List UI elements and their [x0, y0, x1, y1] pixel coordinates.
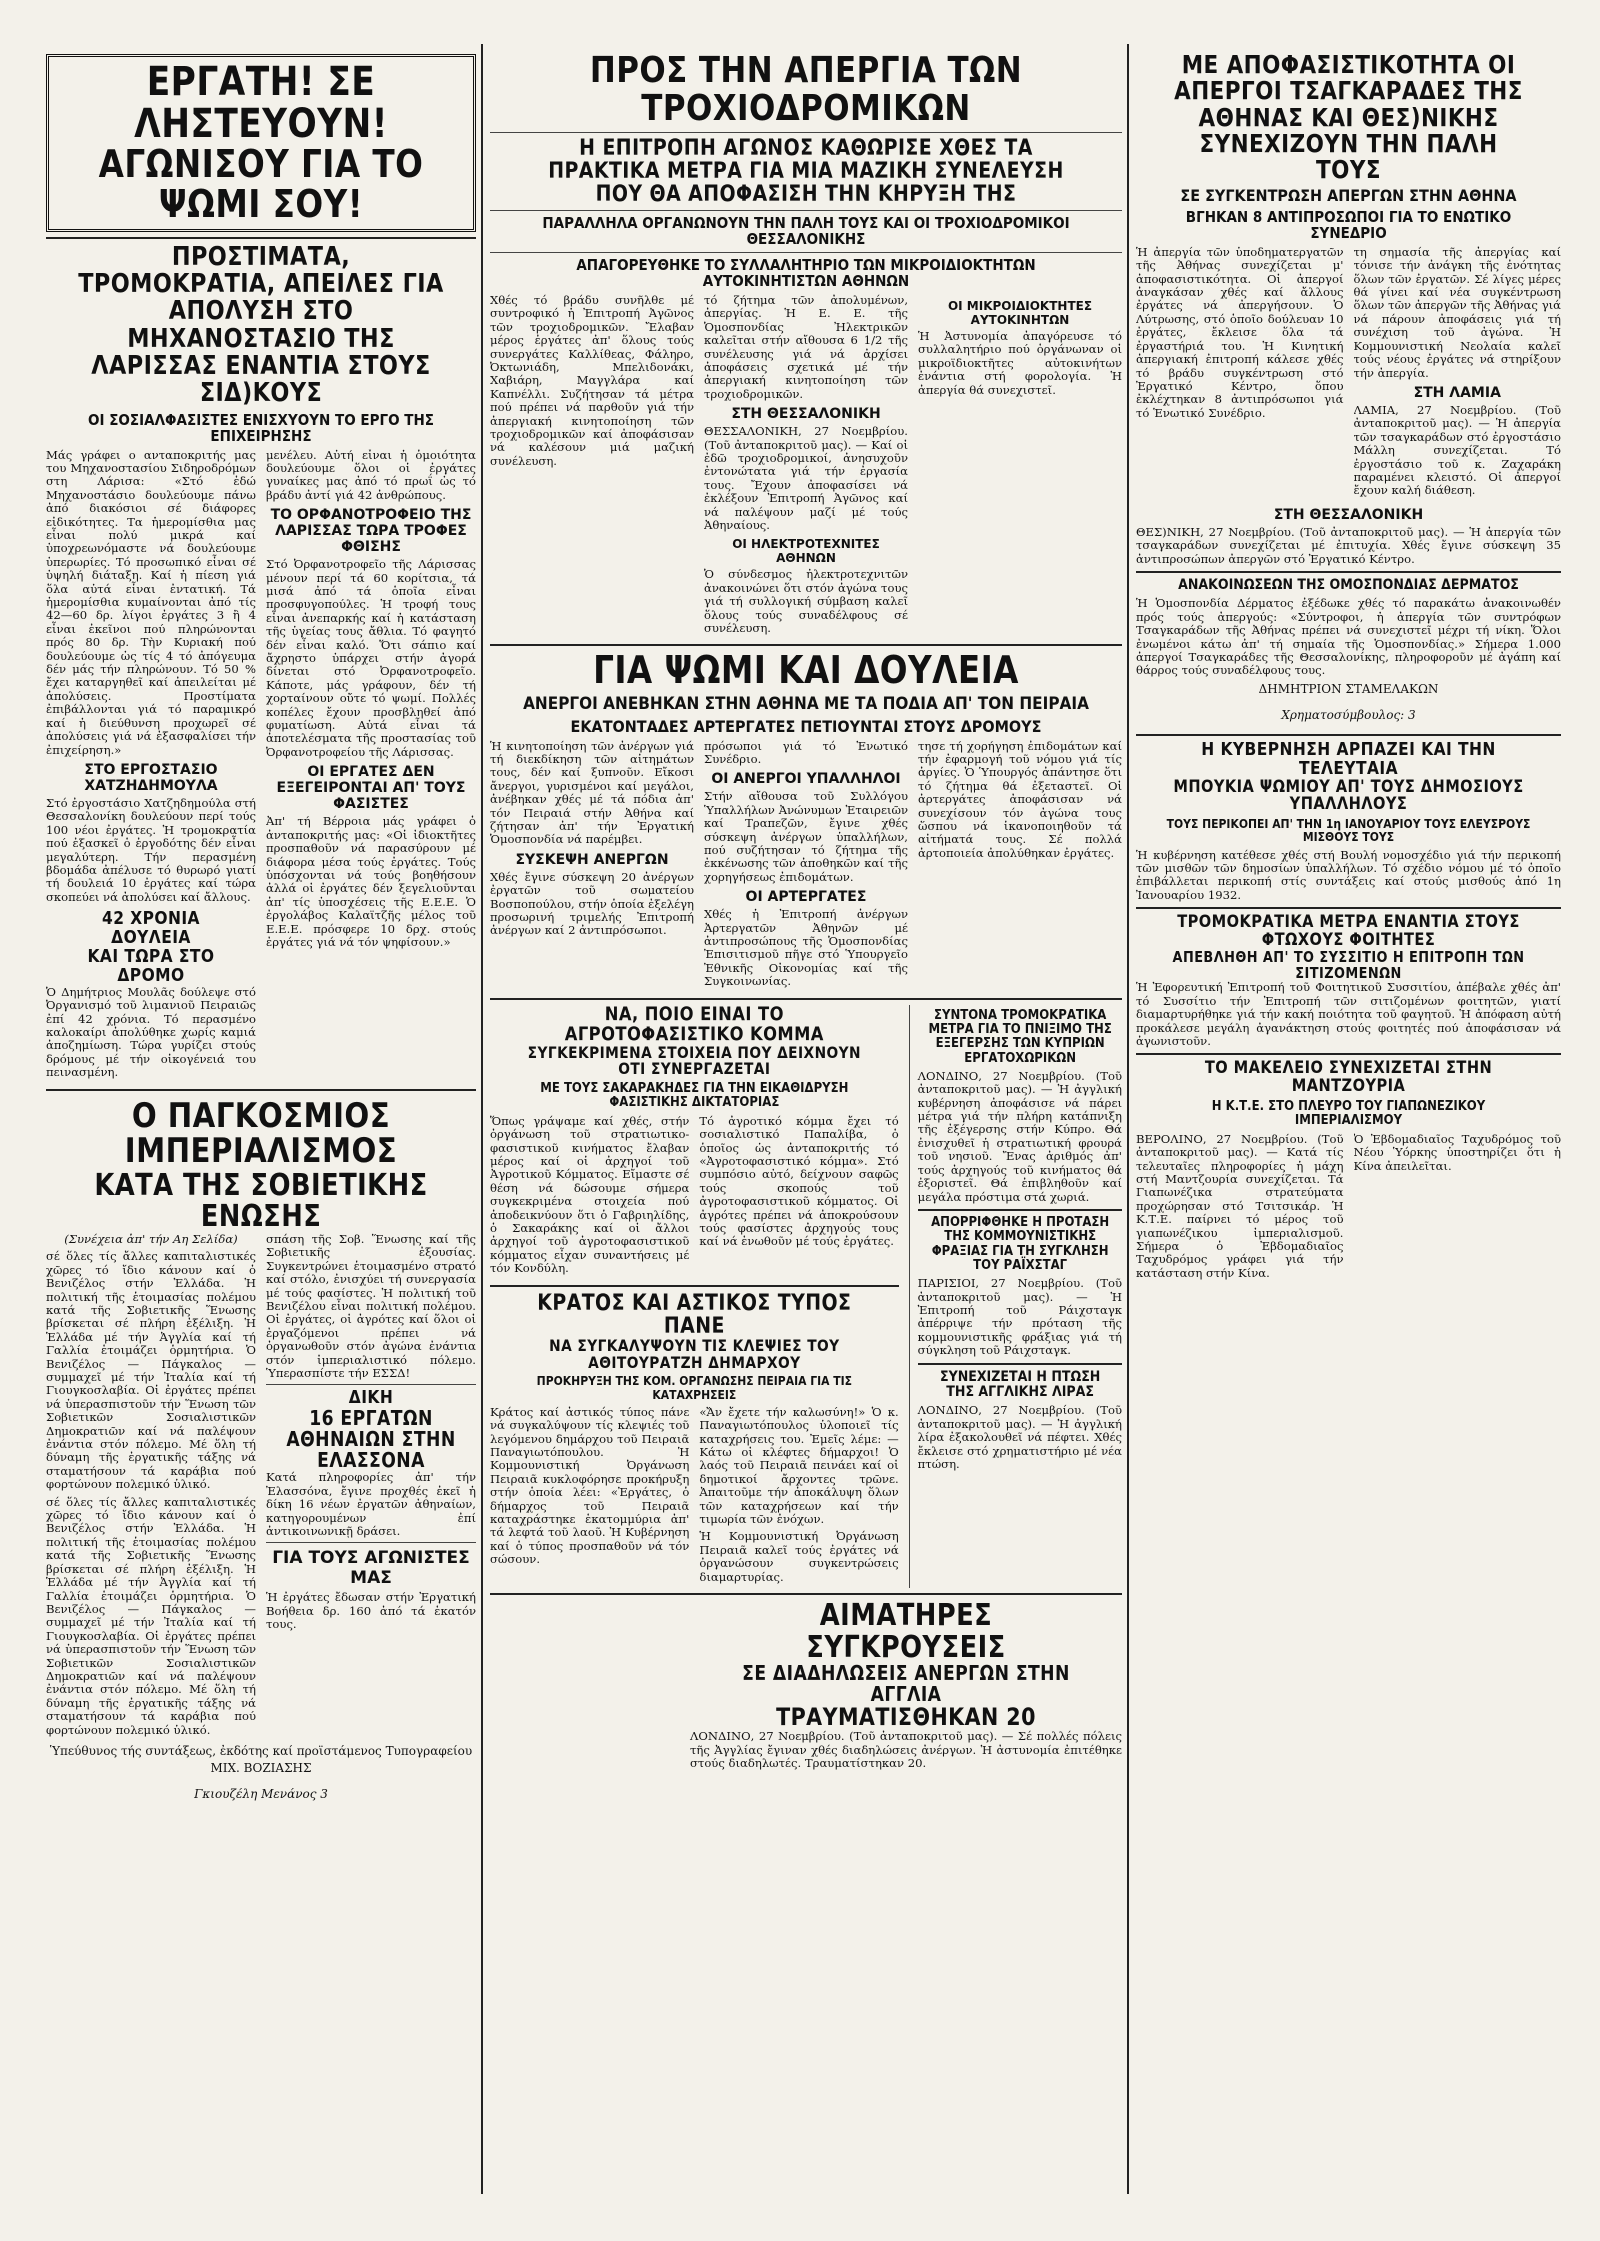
article-text: ΛΟΝΔΙΝΟ, 27 Νοεμβρίου. (Τοῦ ἀνταποκριτοῦ μας). — Ἡ ἀγγλική κυβέρνηση ἀποφάσισε νά πάρει μέτρα γιά τήν πλήρη κατάπνιξη τῆς ἐξέγερσης στήν Κύπρο. Θά ἐνισχυθεῖ ἡ στρατιωτική φρουρά τοῦ νησιοῦ. Ἔνας ἀριθμός ἀπ' τούς ἀρχηγούς τοῦ κινήματος θά ἐξοριστεῖ. Θά ἐπιβληθοῦν καί μεγάλα πρόστιμα στά χωριά. — [917, 1068, 1122, 1204]
article-headline: ΣΕ ΔΙΑΔΗΛΩΣΕΙΣ ΑΝΕΡΓΩΝ ΣΤΗΝ ΑΓΓΛΙΑ — [742, 1661, 1070, 1707]
imprint-line: Ὑπεύθυνος τής συντάξεως, ἐκδότης καί προϊστάμενος Τυπογραφείου — [49, 1743, 473, 1758]
main-subheadline: ΠΑΡΑΛΛΗΛΑ ΟΡΓΑΝΩΝΟΥΝ ΤΗΝ ΠΑΛΗ ΤΟΥΣ ΚΑΙ ΟΙ ΤΡΟΧΙΟΔΡΟΜΙΚΟΙ ΘΕΣΣΑΛΟΝΙΚΗΣ — [542, 213, 1070, 249]
article-body — [490, 1406, 899, 1588]
divider — [266, 1384, 476, 1385]
divider — [490, 644, 1122, 646]
section-heading: ΔΙΚΗ — [348, 1387, 394, 1409]
banner-box — [46, 54, 476, 232]
article-text: Χθές ἔγινε σύσκεψη 20 ἀνέργων ἐργατῶν τοῦ σωματείου Βοσποπούλου, στήν ὁποία ἐξελέγη προσωρινή τριμελής Ἐπιτροπή ἀνέργων καί 2 ἀντιπρόσωποι. — [490, 869, 694, 938]
divider — [918, 1363, 1122, 1365]
article-text: ΛΑΜΙΑ, 27 Νοεμβρίου. (Τοῦ ἀνταποκριτοῦ μας). — Ἡ ἀπεργία τῶν τσαγκαράδων στό ἐργοστάσιο Μάλλη συνεχίζεται. Τό ἐργοστάσιο τοῦ κ. Ζαχαράκη παραμένει κλειστό. Οἱ ἀπεργοί ἔχουν καλή διάθεση. — [1353, 402, 1561, 498]
article-headline: ΤΟ ΜΑΚΕΛΕΙΟ ΣΥΝΕΧΙΖΕΤΑΙ ΣΤΗΝ ΜΑΝΤΖΟΥΡΙΑ — [1204, 1058, 1493, 1097]
article-text: Τό ἀγροτικό κόμμα ἔχει τό σοσιαλιστικό Παπαλίβα, ὁ ὁποῖος ὡς ἀνταποκριτής τό «Ἀγροτοφασιστικό κόμμα». Στό συμπόσιο αὐτό, δείχνουν σαφῶς τούς σκοπούς τοῦ ἀγροτοφασιστικοῦ κόμματος. Οἱ ἀγρότες πρέπει νά ἀποκρούσουν τούς φασίστες ἀρχηγούς τους καί νά ἑνωθοῦν μέ τούς ἐργάτες. — [699, 1114, 899, 1249]
article-body — [490, 294, 1122, 640]
article-text: Ἡ Ὁμοσπονδία Δέρματος ἐξέδωκε χθές τό παρακάτω ἀνακοινωθέν πρός τούς ἀπεργούς: «Σύντροφοι, ἡ ἀπεργία τῶν συντρόφων Τσαγκαράδων τῆς Ἀθήνας πρέπει νά συνεχιστεῖ μέχρι τή νίκη. Ὅλοι ἐνωμένοι κάτω ἀπ' τή σημαία τῆς Ὁμοσπονδίας.» Σήμερα 1.000 ἀπεργοί Τσαγκαράδες τῆς Θεσσαλονίκης, πληροφοροῦν μέ ἀγάπη καί θάρρος τούς συναδέλφους τους. — [1136, 596, 1561, 678]
article-text: Στήν αἴθουσα τοῦ Συλλόγου Ὑπαλλήλων Ἀνώνυμων Ἑταιρειῶν καί Τραπεζῶν, ἔγινε χθές σύσκεψη ἀνέργων ὑπαλλήλων, πού συζήτησαν τό ζήτημα τῆς ἐκκένωσης τῶν ἀποθηκῶν καί τῆς χορηγήσεως ἐπιδομάτων. — [704, 789, 908, 884]
article-text: Ὁ Δημήτριος Μουλᾶς δούλεψε στό Ὀργανισμό τοῦ λιμανιοῦ Πειραιῶς ἐπί 42 χρόνια. Τό περασμένο καλοκαίρι ἀπολύθηκε χωρίς καμιά ἀποζημίωση. Τώρα γυρίζει στούς δρόμους μέ τήν οἰκογένειά του πεινασμένη. — [46, 984, 256, 1080]
article-text: Ἡ κυβέρνηση κατέθεσε χθές στή Βουλή νομοσχέδιο γιά τήν περικοπή τῶν μισθῶν τῶν δημοσίων ὑπαλλήλων. Τό σχέδιο νόμου μέ τό ὁποῖο ἐπιβάλλεται περικοπή στίς συντάξεις καί στούς μισθούς ἀπό 1η Ἰανουαρίου 1932. — [1136, 847, 1561, 902]
article-subheadline: ΒΓΗΚΑΝ 8 ΑΝΤΙΠΡΟΣΩΠΟΙ ΓΙΑ ΤΟ ΕΝΩΤΙΚΟ ΣΥΝΕΔΡΙΟ — [1185, 207, 1512, 243]
divider — [490, 1285, 899, 1287]
section-heading: ΟΙ ΜΙΚΡΟΙΔΙΟΚΤΗΤΕΣ ΑΥΤΟΚΙΝΗΤΩΝ — [947, 298, 1093, 327]
divider — [490, 132, 1122, 133]
divider — [490, 210, 1122, 211]
divider — [490, 252, 1122, 253]
article-headline: ΜΠΟΥΚΙΑ ΨΩΜΙΟΥ ΑΠ' ΤΟΥΣ ΔΗΜΟΣΙΟΥΣ ΥΠΑΛΛΗΛΟΥΣ — [1173, 776, 1524, 815]
article-headline: Ο ΠΑΓΚΟΣΜΙΟΣ ΙΜΠΕΡΙΑΛΙΣΜΟΣ — [124, 1095, 398, 1172]
article-headline: ΚΡΑΤΟΣ ΚΑΙ ΑΣΤΙΚΟΣ ΤΥΠΟΣ ΠΑΝΕ — [537, 1290, 852, 1339]
article-headline: ΚΑΤΑ ΤΗΣ ΣΟΒΙΕΤΙΚΗΣ ΕΝΩΣΗΣ — [94, 1167, 428, 1235]
article-text: «Ἄν ἔχετε τήν καλωσύνη!» Ὁ κ. Παναγιωτόπουλος ὑλοποιεῖ τίς καταχρήσεις του. Ἐμεῖς λέμε: — Κάτω οἱ κλέφτες δήμαρχοι! Ὁ λαός τοῦ Πειραιᾶ πεινάει καί οἱ δημοτικοί ἄρχοντες τρῶνε. Ἀπαιτοῦμε τήν ἀποκάλυψη ὅλων τῶν καταχρήσεων καί τήν τιμωρία τῶν ἐνόχων. — [699, 1405, 899, 1527]
divider — [46, 237, 476, 239]
article-headline: ΝΑ ΣΥΓΚΑΛΥΨΟΥΝ ΤΙΣ ΚΛΕΨΙΕΣ ΤΟΥ ΑΘΙΤΟΥΡΑΤΖΗ ΔΗΜΑΡΧΟΥ — [549, 1335, 840, 1372]
lower-right — [909, 1005, 1122, 1588]
column-rule-right — [1127, 44, 1129, 2194]
banner-line-1: ΕΡΓΑΤΗ! ΣΕ ΛΗΣΤΕΥΟΥΝ! — [134, 59, 388, 147]
signature: ΔΗΜΗΤΡΙΟΝ ΣΤΑΜΕΛΑΚΩΝ — [1258, 681, 1439, 696]
article-body — [46, 449, 476, 1084]
section-heading: ΣΤΗ ΛΑΜΙΑ — [1413, 384, 1501, 401]
article-text: Ἡ ἐργάτες ἔδωσαν στήν Ἐργατική Βοήθεια δρ. 160 ἀπό τά ἑκατόν τους. — [266, 1590, 476, 1632]
article-headline: ΠΡΟΣΤΙΜΑΤΑ, ΤΡΟΜΟΚΡΑΤΙΑ, ΑΠΕΙΛΕΣ ΓΙΑ ΑΠΟΛΥΣΗ ΣΤΟ ΜΗΧΑΝΟΣΤΑΣΙΟ ΤΗΣ ΛΑΡΙΣΣΑΣ ΕΝΑΝΤΙΑ ΣΤΟΥΣ ΣΙΔ)ΚΟΥΣ — [78, 241, 444, 409]
article-headline: ΤΡΑΥΜΑΤΙΣΘΗΚΑΝ 20 — [776, 1703, 1036, 1732]
article-text: πρόσωποι γιά τό Ἑνωτικό Συνέδριο. — [704, 739, 908, 766]
section-heading: 16 ΕΡΓΑΤΩΝ ΑΘΗΝΑΙΩΝ ΣΤΗΝ ΕΛΑΣΣΟΝΑ — [286, 1406, 456, 1473]
section-heading: 42 ΧΡΟΝΙΑ ΔΟΥΛΕΙΑ — [102, 908, 200, 949]
continuation-note: (Συνέχεια ἀπ' τήν Αη Σελίδα) — [64, 1232, 238, 1246]
section-heading: ΣΥΣΚΕΨΗ ΑΝΕΡΓΩΝ — [515, 851, 669, 868]
article-text: Ἡ ἀπεργία τῶν ὑποδηματεργατῶν τῆς Ἀθήνας συνεχίζεται μ' ἀποφασιστικότητα. Οἱ ἀπεργοί ἀναγκάσαν χθές καί ἄλλους ἐργάτες νά ἀπεργήσουν. Ὁ Λύτρωσης, στό ὁποῖο δούλευαν 10 ἐργάτες, ἔκλεισε ὅλα τά ἐργαστήριά του. Ἡ Κινητική ἀπεργιακή ἐπιτροπή κάλεσε χθές τό βράδυ συγκέντρωση στό Ἐργατικό Κέντρο, ὅπου ἐκλέχτηκαν 8 ἀντιπρόσωποι γιά τό Ἑνωτικό Συνέδριο. — [1136, 245, 1344, 420]
article-body — [1136, 1133, 1561, 1284]
article-subheadline: ΑΝΕΡΓΟΙ ΑΝΕΒΗΚΑΝ ΣΤΗΝ ΑΘΗΝΑ ΜΕ ΤΑ ΠΟΔΙΑ ΑΠ' ΤΟΝ ΠΕΙΡΑΙΑ — [523, 694, 1089, 715]
article-headline: ΣΥΝΤΟΝΑ ΤΡΟΜΟΚΡΑΤΙΚΑ ΜΕΤΡΑ ΓΙΑ ΤΟ ΠΝΙΞΙΜΟ ΤΗΣ ΕΞΕΓΕΡΣΗΣ ΤΩΝ ΚΥΠΡΙΩΝ ΕΡΓΑΤΟΧΩΡΙΚΩΝ — [928, 1007, 1112, 1066]
article-headline: ΑΠΕΒΛΗΘΗ ΑΠ' ΤΟ ΣΥΣΣΙΤΙΟ Η ΕΠΙΤΡΟΠΗ ΤΩΝ ΣΙΤΙΖΟΜΕΝΩΝ — [1172, 947, 1525, 982]
article-text: Ὅπως γράψαμε καί χθές, στήν ὀργάνωση τοῦ στρατιωτικο-φασιστικοῦ κινήματος ἔλαβαν μέρος καί οἱ ἀρχηγοί τοῦ Ἀγροτικοῦ Κόμματος. Εἴμαστε σέ θέση νά δώσουμε σήμερα συγκεκριμένα στοιχεία πού ἀποδεικνύουν ὅτι ὁ Γαβριηλίδης, ὁ Σακαράκης καί οἱ ἄλλοι ἀρχηγοί τοῦ ἀγροτοφασιστικοῦ κόμματος εἶχαν συναντήσεις μέ τόν Κονδύλη. — [490, 1114, 690, 1276]
article-text: ΘΕΣΣΑΛΟΝΙΚΗ, 27 Νοεμβρίου. (Τοῦ ἀνταποκριτοῦ μας). — Καί οἱ ἐδῶ τροχιοδρομικοί, ἀνησυχοῦν ἐντονώτατα γιά τήν ἐργασία τους. Ἔχουν ἀποφασίσει νά ἐκλέξουν Ἐπιτροπή Ἀγῶνος καί νά παλέψουν μαζί μέ τούς Ἀθηναίους. — [704, 424, 908, 532]
main-subheadline: Η ΕΠΙΤΡΟΠΗ ΑΓΩΝΟΣ ΚΑΘΩΡΙΣΕ ΧΘΕΣ ΤΑ ΠΡΑΚΤΙΚΑ ΜΕΤΡΑ ΓΙΑ ΜΙΑ ΜΑΖΙΚΗ ΣΥΝΕΛΕΥΣΗ ΠΟΥ ΘΑ ΑΠΟΦΑΣΙΣΗ ΤΗΝ ΚΗΡΥΞΗ ΤΗΣ — [548, 135, 1064, 207]
article-headline: ΤΡΟΜΟΚΡΑΤΙΚΑ ΜΕΤΡΑ ΕΝΑΝΤΙΑ ΣΤΟΥΣ ΦΤΩΧΟΥΣ ΦΟΙΤΗΤΕΣ — [1177, 912, 1520, 951]
article-body — [46, 1233, 476, 1741]
article-text: Χθές ἡ Ἐπιτροπή ἀνέργων Ἀρτεργατῶν Ἀθηνῶν μέ ἀντιπροσώπους τῆς Ὁμοσπονδίας Ἐπισιτισμοῦ πῆγε στό Ὑπουργεῖο Ἐθνικῆς Οἰκονομίας καί τῆς Συγκοινωνίας. — [704, 907, 908, 989]
article-text: Μάς γράφει ο ανταποκριτής μας του Μηχανοστασίου Σιδηροδρόμων στη Λάρισα: «Στό ἑδώ Μηχανοστάσιο δουλεύουμε πάνω ἀπό διακόσιοι σέ διάφορες εἰδικότητες. Τα ἡμερομίσθια μας εἶναι πολύ μικρά καί ὑποχρεωνόμαστε νά δουλεύουμε ὑπερωρίες. Τό προσωπικό εἶναι σέ ὑψηλή διάταξη. Καί ἡ πίεση γιά ὅλα αὐτά εἶναι ἐντατική. Τά ἡμερομίσθια κυμαίνονται ἀπό τίς 42—60 δρ. λίγοι ἐργάτες 3 ἢ 4 εἶναι ἐκεῖνοι πού πληρώνονται πρός 80 δρ. Τὴν Κυριακή πού δουλεύουμε ὡς τίς 4 τό ἀπόγευμα δέν μάς τήν πληρώνουν. Τό 50 % ἔχει καταργηθεῖ καί ἀπειλείται μέ ἀπολύσεις. Προστίματα ἐπιβάλλονται γιά τό παραμικρό καί ἡ διεύθυνση προχωρεῖ σέ ἀπολύσεις γιά νά ἐξασφαλίσει τήν ἐπιχείρηση.» — [46, 448, 256, 757]
main-headline: ΠΡΟΣ ΤΗΝ ΑΠΕΡΓΙΑ ΤΩΝ ΤΡΟΧΙΟΔΡΟΜΙΚΩΝ — [589, 50, 1023, 129]
column-center — [490, 44, 1122, 2194]
article-subheadline: Η Κ.Τ.Ε. ΣΤΟ ΠΛΕΥΡΟ ΤΟΥ ΓΙΑΠΩΝΕΖΙΚΟΥ ΙΜΠΕΡΙΑΛΙΣΜΟΥ — [1211, 1099, 1486, 1129]
lower-section — [490, 1005, 1122, 1588]
article-text: ΘΕΣ)ΝΙΚΗ, 27 Νοεμβρίου. (Τοῦ ἀνταποκριτοῦ μας). — Ἡ ἀπεργία τῶν τσαγκαράδων συνεχίζεται μέ ἐπιτυχία. Χθές ἔγινε σύσκεψη 35 ἀντιπροσώπων ἀπεργῶν στό Ἐργατικό Κέντρο. — [1136, 524, 1561, 566]
article-text: ΠΑΡΙΣΙΟΙ, 27 Νοεμβρίου. (Τοῦ ἀνταποκριτοῦ μας). — Ἡ Ἐπιτροπή τοῦ Ράιχσταγκ ἀπέρριψε τήν πρόταση τῆς κομμουνιστικῆς φράξιας γιά τή σύγκληση τοῦ Ράιχσταγκ. — [917, 1276, 1122, 1358]
section-heading: ΟΙ ΗΛΕΚΤΡΟΤΕΧΝΙΤΕΣ ΑΘΗΝΩΝ — [732, 537, 880, 566]
section-heading: ΟΙ ΑΝΕΡΓΟΙ ΥΠΑΛΛΗΛΟΙ — [711, 771, 901, 788]
section-heading: ΟΙ ΕΡΓΑΤΕΣ ΔΕΝ ΕΞΕΓΕΙΡΟΝΤΑΙ ΑΠ' ΤΟΥΣ ΦΑΣΙΣΤΕΣ — [276, 764, 466, 813]
article-body — [490, 740, 1122, 993]
article-subheadline: ΕΚΑΤΟΝΤΑΔΕΣ ΑΡΤΕΡΓΑΤΕΣ ΠΕΤΙΟΥΝΤΑΙ ΣΤΟΥΣ ΔΡΟΜΟΥΣ — [570, 716, 1042, 736]
section-heading: ΟΙ ΑΡΤΕΡΓΑΤΕΣ — [745, 889, 867, 906]
divider — [266, 1542, 476, 1543]
article-text: τό ζήτημα τῶν ἀπολυμένων, ἀπεργίας. Ἡ Ε. Ε. τῆς Ὁμοσπονδίας Ἠλεκτρικῶν καλεῖται στήν αἴθουσα 6 1/2 τῆς συνέλευσης γιά νά ἀρχίσει ἀποφάσεις σχετικά μέ τήν ἀπεργιακή κινητοποίηση τῶν τροχιοδρομικῶν. — [704, 293, 908, 401]
divider — [490, 998, 1122, 1000]
article-text: σέ ὅλες τίς ἄλλες καπιταλιστικές χῶρες τό ἴδιο κάνουν καί ὁ Βενιζέλος στήν Ἑλλάδα. Ἡ πολιτική τῆς ἑτοιμασίας πολέμου κατά τῆς Σοβιετικῆς Ἕνωσης βρίσκεται σέ πλήρη ἐξέλιξη. Ἡ Ἑλλάδα μέ τήν Ἀγγλία καί τή Γαλλία ἑτοιμάζει ὁρμητήρια. Ὁ Βενιζέλος — Πάγκαλος — συμμαχεῖ μέ τήν Ἰταλία καί τή Γιουγκοσλαβία. Οἱ ἐργάτες πρέπει νά ὑπερασπιστοῦν τήν Ἕνωση τῶν Σοβιετικῶν Σοσιαλιστικῶν Δημοκρατιῶν καί νά παλέψουν ἐνάντια στόν πόλεμο. Μέ ὅλη τή δύναμη τῆς ἐργατικῆς τάξης νά σταματήσουν τά καράβια πού φορτώνουν πολεμικό ὑλικό. — [46, 1249, 256, 1492]
article-subheadline: ΤΟΥΣ ΠΕΡΙΚΟΠΕΙ ΑΠ' ΤΗΝ 1η ΙΑΝΟΥΑΡΙΟΥ ΤΟΥΣ ΕΛΕΥΣΡΟΥΣ ΜΙΣΘΟΥΣ ΤΟΥΣ — [1166, 817, 1531, 845]
article-subheadline: ΟΙ ΣΟΣΙΑΛΦΑΣΙΣΤΕΣ ΕΝΙΣΧΥΟΥΝ ΤΟ ΕΡΓΟ ΤΗΣ ΕΠΙΧΕΙΡΗΣΗΣ — [88, 410, 434, 446]
main-subheadline: ΑΠΑΓΟΡΕΥΘΗΚΕ ΤΟ ΣΥΛΛΑΛΗΤΗΡΙΟ ΤΩΝ ΜΙΚΡΟΙΔΙΟΚΤΗΤΩΝ ΑΥΤΟΚΙΝΗΤΙΣΤΩΝ ΑΘΗΝΩΝ — [576, 255, 1036, 291]
article-text: Ἡ κινητοποίηση τῶν ἀνέργων γιά τή διεκδίκηση τῶν αἰτημάτων τους, δέν καί ξυπνοῦν. Εἴκοσι ἄνεργοι, γυρισμένοι καί μεγάλοι, ἀνέβηκαν χθές μέ τά πόδια ἀπ' τόν Πειραιά στήν Ἀθήνα καί ζήτησαν ἀπ' τήν Ἐργατική Ὁμοσπονδία νά παρέμβει. — [490, 739, 694, 847]
article-text: Ἡ Κομμουνιστική Ὀργάνωση Πειραιᾶ καλεῖ τούς ἐργάτες νά ὀργανώσουν συγκεντρώσεις διαμαρτυρίας. — [699, 1529, 899, 1584]
article-text: τη σημασία τῆς ἀπεργίας καί τόνισε τήν ἀνάγκη τῆς ἐνότητας ὅλων τῶν ἐργατῶν. Σέ λίγες μέρες θά γίνει καί νέα συγκέντρωση ὅλων τῶν ἀπεργῶν τῆς Ἀθήνας γιά νά πάρουν ἀποφάσεις γιά τή συνέχιση τοῦ ἀγώνα. Ἡ Κομμουνιστική Νεολαία καλεῖ τούς νέους ἐργάτες νά στηρίξουν τήν ἀπεργία. — [1353, 245, 1561, 380]
lower-left — [490, 1005, 899, 1588]
article-text: ΛΟΝΔΙΝΟ, 27 Νοεμβρίου. (Τοῦ ἀνταποκριτοῦ μας). — Σέ πολλές πόλεις τῆς Ἀγγλίας ἔγιναν χθές διαδηλώσεις ἀνέργων. Ἡ ἀστυνομία ἐπιτέθηκε στούς διαδηλωτές. Τραυματίστηκαν 20. — [690, 1729, 1122, 1771]
article-headline: ΓΙΑ ΨΩΜΙ ΚΑΙ ΔΟΥΛΕΙΑ — [593, 648, 1019, 693]
article-text: Κατά πληροφορίες ἀπ' τήν Ἐλασσόνα, ἔγινε προχθές ἐκεῖ ἡ δίκη 16 νέων ἐργατῶν ἀθηναίων, κατηγορουμένων ἐπί ἀντικοινωνικῇ δράσει. — [266, 1470, 476, 1538]
divider — [490, 1593, 1122, 1595]
column-rule-left — [481, 44, 483, 2194]
article-text: σπάση τῆς Σοβ. Ἕνωσης καί τῆς Σοβιετικῆς ἐξουσίας. Συγκεντρώνει ἑτοιμασμένο στρατό καί στόλο, ἐνισχύει τή συνεργασία μέ τούς φασίστες. Ἡ πολιτική τοῦ Βενιζέλου εἶναι πολιτική πολέμου. Οἱ ἐργάτες, οἱ ἀγρότες καί ὅλοι οἱ ἐργαζόμενοι πρέπει νά ὀργανωθοῦν στόν ἀγώνα ἐνάντια στόν ἰμπεριαλιστικό πόλεμο. Ὑπερασπίστε τήν ΕΣΣΔ! — [266, 1232, 476, 1380]
article-text: ΛΟΝΔΙΝΟ, 27 Νοεμβρίου. (Τοῦ ἀνταποκριτοῦ μας). — Ἡ ἀγγλική λίρα ἐξακολουθεῖ νά πέφτει. Χθές ἔκλεισε στό χρηματιστήριο μέ νέα πτώση. — [917, 1403, 1122, 1471]
divider — [918, 1209, 1122, 1211]
section-heading: ΣΤΟ ΕΡΓΟΣΤΑΣΙΟ ΧΑΤΖΗΔΗΜΟΥΛΑ — [84, 761, 218, 794]
article-text: Ἀπ' τή Βέρροια μάς γράφει ὁ ἀνταποκριτής μας: «Οἱ ἰδιοκτῆτες προσπαθοῦν νά παρασύρουν μέ διάφορα μέσα τούς ἐργάτες. Τούς ὑπόσχονται νά τούς βοηθήσουν ἀλλά οἱ ἐργάτες δέν ξεγελιοῦνται ἀπ' τίς ὑποσχέσεις τῆς Ε.Ε.Ε. Ὁ ἐργολάβος Καλαϊτζῆς μέλος τοῦ Ε.Ε.Ε. πρόσφερε 10 δρχ. στούς ἐργάτες γιά νά τόν ψηφίσουν.» — [266, 814, 476, 949]
blood-block — [690, 1600, 1122, 1770]
article-text: τησε τή χορήγηση ἐπιδομάτων καί τήν ἐφαρμογή τοῦ νόμου γιά τίς ἀργίες. Ὁ Ὑπουργός ἀπάντησε ὅτι τό ζήτημα θά ἐξεταστεῖ. Οἱ ἀρτεργάτες ἀποφάσισαν νά συνεχίσουν τόν ἀγώνα τους ὥσπου νά ἱκανοποιηθοῦν τά αἰτήματά τους. Σέ πολλά ἀρτοποιεία ἀπολύθηκαν ἐργάτες. — [918, 739, 1122, 860]
signature-note: Χρηματοσύμβουλος: 3 — [1281, 707, 1416, 722]
article-headline: ΑΠΟΡΡΙΦΘΗΚΕ Η ΠΡΟΤΑΣΗ ΤΗΣ ΚΟΜΜΟΥΝΙΣΤΙΚΗΣ ΦΡΑΞΙΑΣ ΓΙΑ ΤΗ ΣΥΓΚΛΗΣΗ ΤΟΥ ΡΑΪΧΣΤΑΓ — [930, 1214, 1109, 1273]
article-text: ΒΕΡΟΛΙΝΟ, 27 Νοεμβρίου. (Τοῦ ἀνταποκριτοῦ μας). — Κατά τίς τελευταῖες πληροφορίες ἡ μάχη στή Μαντζουρία συνεχίζεται. Τά Γιαπωνέζικα στρατεύματα προχώρησαν στό Τσιτσικάρ. Ἡ Κ.Τ.Ε. παίρνει τό μέρος τοῦ γιαπωνέζικου ἰμπεριαλισμοῦ. Σήμερα ὁ Ἐβδομαδιαῖος Ταχυδρόμος γράφει γιά τήν κατάσταση στήν Κίνα. — [1136, 1132, 1344, 1280]
article-text: Ἡ Ἐφορευτική Ἐπιτροπή τοῦ Φοιτητικοῦ Συσσιτίου, ἀπέβαλε χθές ἀπ' τό Συσσίτιο τήν Ἐπιτροπή τῶν σιτιζομένων φοιτητῶν, γιατί διαμαρτυρήθηκε γιά τήν κακή ποιότητα τοῦ φαγητοῦ. Ἡ ἀπόφαση αὐτή προκάλεσε μεγάλη ἀγανάκτηση στούς φοιτητές πού ἀποφάσισαν νά ἀγωνιστοῦν. — [1136, 980, 1561, 1049]
section-heading: ΣΤΗ ΘΕΣΣΑΛΟΝΙΚΗ — [1273, 506, 1424, 523]
article-subheadline: ΠΡΟΚΗΡΥΞΗ ΤΗΣ ΚΟΜ. ΟΡΓΑΝΩΣΗΣ ΠΕΙΡΑΙΑ ΓΙΑ ΤΙΣ ΚΑΤΑΧΡΗΣΕΙΣ — [536, 1374, 853, 1402]
divider — [1136, 907, 1561, 909]
article-headline: ΣΥΝΕΧΙΖΕΤΑΙ Η ΠΤΩΣΗ ΤΗΣ ΑΓΓΛΙΚΗΣ ΛΙΡΑΣ — [939, 1368, 1101, 1400]
column-left — [46, 44, 476, 2194]
article-text: Κράτος καί ἀστικός τύπος πάνε νά συγκαλύψουν τίς κλεψιές τοῦ λεγόμενου δημάρχου τοῦ Πειραιᾶ Παναγιωτόπουλου. Ἡ Κομμουνιστική Ὀργάνωση Πειραιᾶ κυκλοφόρησε προκήρυξη στήν ὁποία λέει: «Ἐργάτες, ὁ δήμαρχος τοῦ Πειραιᾶ καταχράστηκε ἑκατομμύρια ἀπ' τά λεφτά τοῦ λαοῦ. Ἡ Κυβέρνηση καί ὁ τύπος προσπαθοῦν νά τόν σώσουν. — [490, 1405, 690, 1567]
article-text: σέ ὅλες τίς ἄλλες καπιταλιστικές χῶρες τό ἴδιο κάνουν καί ὁ Βενιζέλος στήν Ἑλλάδα. Ἡ πολιτική τῆς ἑτοιμασίας πολέμου κατά τῆς Σοβιετικῆς Ἕνωσης βρίσκεται σέ πλήρη ἐξέλιξη. Ἡ Ἑλλάδα μέ τήν Ἀγγλία καί τή Γαλλία ἑτοιμάζει ὁρμητήρια. Ὁ Βενιζέλος — Πάγκαλος — συμμαχεῖ μέ τήν Ἰταλία καί τή Γιουγκοσλαβία. Οἱ ἐργάτες πρέπει νά ὑπερασπιστοῦν τήν Ἕνωση τῶν Σοβιετικῶν Σοσιαλιστικῶν Δημοκρατιῶν καί νά παλέψουν ἐνάντια στόν πόλεμο. Μέ ὅλη τή δύναμη τῆς ἐργατικῆς τάξης νά σταματήσουν τά καράβια πού φορτώνουν πολεμικό ὑλικό. — [46, 1494, 256, 1737]
article-text: Χθές τό βράδυ συνῆλθε μέ συντροφικό ἡ Ἐπιτροπή Ἀγῶνος τῶν τροχιοδρομικῶν. Ἔλαβαν μέρος ἐργάτες ἀπ' ὅλους τούς συνεργάτες Καλλίθεας, Φάληρο, Ὀκτωνιάδη, Μπελιδονάκι, Χαβιάρη, Μαγγλάρα καί Καπνέλλι. Συζήτησαν τά μέτρα πού πρέπει νά παρθοῦν γιά τήν ἀπεργιακή κινητοποίηση τῶν τροχιοδρομικῶν καί ἀποφάσισαν νά καλέσουν μιά μαζική συνέλευση. — [490, 293, 694, 468]
article-text: Στό ἐργοστάσιο Χατζηδημούλα στή Θεσσαλονίκη δουλεύουν περί τούς 100 νέοι ἐργάτες. Ἡ τρομοκρατία πού ἐξασκεῖ ὁ ἐργοδότης δέν εἶναι μεγαλύτερη. Τήν περασμένη βδομάδα ἀπέλυσε τό θυρωρό γιατί τή δουλειά 10 ἐργάτες καί τώρα σκοπεύει νά ἀπολύσει καί ἄλλους. — [46, 795, 256, 904]
section-heading: ΚΑΙ ΤΩΡΑ ΣΤΟ ΔΡΟΜΟ — [87, 945, 215, 986]
divider — [1136, 1053, 1561, 1055]
article-headline: ΑΝΑΚΟΙΝΩΣΕΩΝ ΤΗΣ ΟΜΟΣΠΟΝΔΙΑΣ ΔΕΡΜΑΤΟΣ — [1178, 576, 1519, 593]
article-text: Ἡ Ἀστυνομία ἀπαγόρευσε τό συλλαλητήριο πού ὁργάνωναν οἱ μικροϊδιοκτῆτες αὐτοκινήτων ἐνάντια στή φορολογία. Ἡ ἀπεργία θά συνεχιστεῖ. — [918, 328, 1122, 397]
divider — [46, 1089, 476, 1091]
article-body — [490, 1115, 899, 1280]
banner-line-2: ΑΓΩΝΙΣΟΥ ΓΙΑ ΤΟ ΨΩΜΙ ΣΟΥ! — [98, 142, 424, 226]
imprint-address: Γκιουζέλη Μενάνος 3 — [194, 1786, 328, 1801]
section-heading: ΤΟ ΟΡΦΑΝΟΤΡΟΦΕΙΟ ΤΗΣ ΛΑΡΙΣΣΑΣ ΤΩΡΑ ΤΡΟΦΕΣ ΦΘΙΣΗΣ — [270, 507, 472, 556]
article-text: Στό Ὀρφανοτροφεῖο τῆς Λάρισσας μένουν περί τά 60 κορίτσια, τά μισά ἀπό τά ὁποῖα εἶναι προσφυγοπούλες. Ἡ τροφή τους εἶναι ἀνεπαρκής καί ἡ κατάσταση τῆς ὑγείας τους ἄθλια. Τό φαγητό δέν εἶναι καλό. Ὅτι σάπιο καί ἄχρηστο ὑπάρχει στήν ἀγορά δίνεται στό Ὀρφανοτροφεῖο. Κάποτε, μάς γράφουν, δέν τή χορταίνουν οὔτε τό ψωμί. Πολλές κοπέλες ἔχουν προσβληθεί ἀπό φυματίωση. Αὐτά εἶναι τά ἀποτελέσματα τῆς προστασίας τοῦ Ὀρφανοτροφείου τῆς Λάρισσας. — [266, 557, 476, 759]
article-body — [1136, 246, 1561, 502]
section-heading: ΓΙΑ ΤΟΥΣ ΑΓΩΝΙΣΤΕΣ ΜΑΣ — [272, 1548, 470, 1589]
article-headline: ΑΙΜΑΤΗΡΕΣ ΣΥΓΚΡΟΥΣΕΙΣ — [806, 1598, 1006, 1665]
article-text: Ὁ σύνδεσμος ἠλεκτροτεχνιτῶν ἀνακοινώνει ὅτι στόν ἀγώνα τους γιά τή συλλογική σύμβαση καλεῖ ὅλους τούς συναδέλφους σέ συνέλευση. — [704, 567, 908, 635]
article-headline: ΜΕ ΑΠΟΦΑΣΙΣΤΙΚΟΤΗΤΑ ΟΙ ΑΠΕΡΓΟΙ ΤΣΑΓΚΑΡΑΔΕΣ ΤΗΣ ΑΘΗΝΑΣ ΚΑΙ ΘΕΣ)ΝΙΚΗΣ ΣΥΝΕΧΙΖΟΥΝ ΤΗΝ ΠΑΛΗ ΤΟΥΣ — [1174, 50, 1523, 184]
column-right — [1136, 44, 1561, 2194]
article-text: μενέλευ. Αὐτή εἶναι ἡ ὁμοιότητα δουλεύουμε ὅλοι οἱ ἐργάτες γυναίκες μας ἀπό τό πρωΐ ὡς τό βράδυ ἀντί γιά 42 ἀνθρώπους. — [266, 448, 476, 502]
article-headline: ΣΥΓΚΕΚΡΙΜΕΝΑ ΣΤΟΙΧΕΙΑ ΠΟΥ ΔΕΙΧΝΟΥΝ ΟΤΙ ΣΥΝΕΡΓΑΖΕΤΑΙ — [527, 1042, 862, 1079]
imprint-name: ΜΙΧ. ΒΟΖΙΑΣΗΣ — [210, 1760, 312, 1775]
article-headline: Η ΚΥΒΕΡΝΗΣΗ ΑΡΠΑΖΕΙ ΚΑΙ ΤΗΝ ΤΕΛΕΥΤΑΙΑ — [1201, 738, 1496, 779]
section-heading: ΣΤΗ ΘΕΣΣΑΛΟΝΙΚΗ — [731, 406, 881, 423]
article-subheadline: ΣΕ ΣΥΓΚΕΝΤΡΩΣΗ ΑΠΕΡΓΩΝ ΣΤΗΝ ΑΘΗΝΑ — [1180, 186, 1517, 206]
divider — [1136, 734, 1561, 736]
divider — [1136, 571, 1561, 573]
article-subheadline: ΜΕ ΤΟΥΣ ΣΑΚΑΡΑΚΗΔΕΣ ΓΙΑ ΤΗΝ ΕΙΚΑΘΙΔΡΥΣΗ ΦΑΣΙΣΤΙΚΗΣ ΔΙΚΤΑΤΟΡΙΑΣ — [540, 1081, 849, 1111]
article-text: Ὁ Ἐβδομαδιαῖος Ταχυδρόμος τοῦ Νέου Ὑόρκης ὑποστηρίζει ὅτι ἡ Κίνα ἀπειλεῖται. — [1353, 1132, 1561, 1173]
article-headline: ΝΑ, ΠΟΙΟ ΕΙΝΑΙ ΤΟ ΑΓΡΟΤΟΦΑΣΙΣΤΙΚΟ ΚΟΜΜΑ — [564, 1004, 824, 1045]
